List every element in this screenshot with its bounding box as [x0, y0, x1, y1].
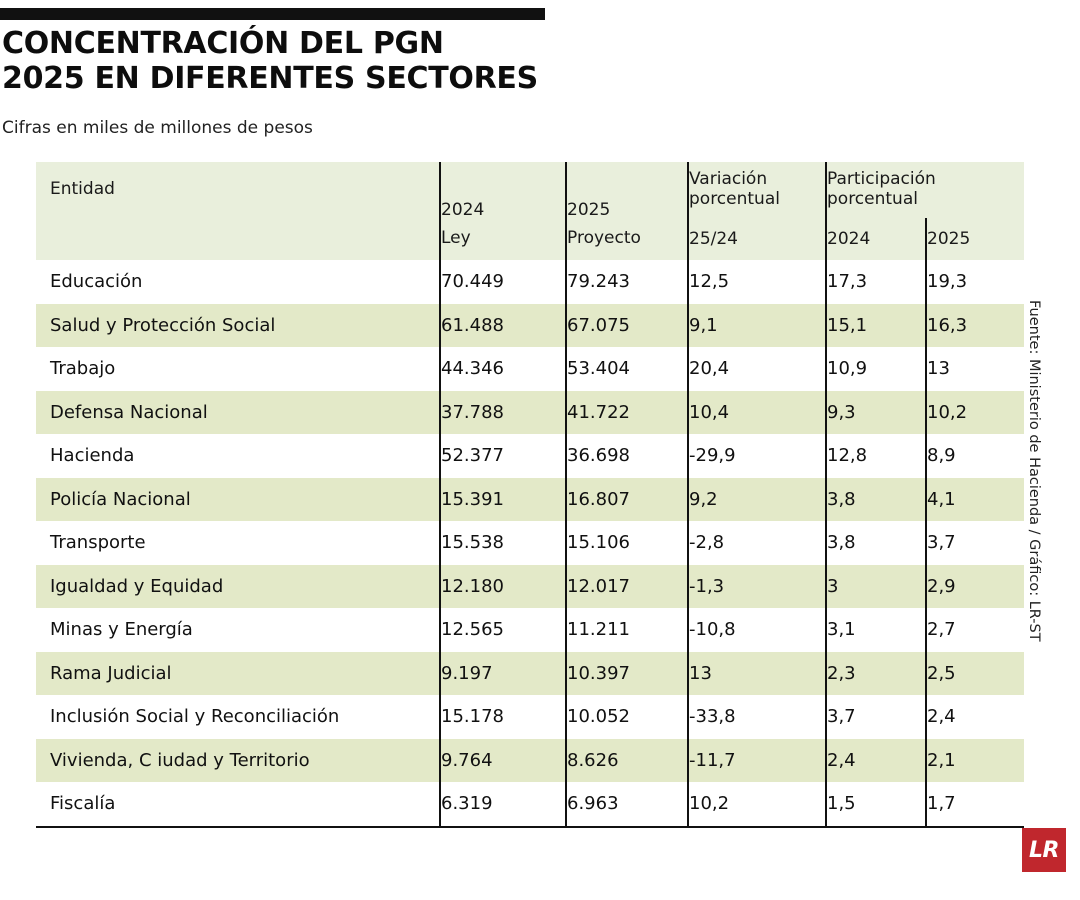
cell-entidad: Defensa Nacional [36, 391, 440, 435]
cell-variacion: 10,2 [688, 782, 826, 827]
table-row [36, 304, 1024, 348]
cell-2024: 12.565 [440, 608, 566, 652]
page-title [2, 26, 702, 97]
header-entidad-spacer [36, 218, 440, 260]
cell-part-2025: 4,1 [926, 478, 1024, 522]
cell-2024: 15.391 [440, 478, 566, 522]
header-2025-year: 2025 [567, 200, 611, 220]
cell-part-2024: 3,8 [826, 478, 926, 522]
header-2024-ley: Ley [441, 228, 471, 248]
cell-part-2025: 19,3 [926, 260, 1024, 304]
table-row [36, 739, 1024, 783]
table-row [36, 347, 1024, 391]
cell-part-2024: 3 [826, 565, 926, 609]
cell-2024: 6.319 [440, 782, 566, 827]
table-row [36, 434, 1024, 478]
cell-part-2025: 16,3 [926, 304, 1024, 348]
cell-variacion: 9,2 [688, 478, 826, 522]
cell-2025: 41.722 [566, 391, 688, 435]
cell-2024: 9.197 [440, 652, 566, 696]
cell-part-2024: 10,9 [826, 347, 926, 391]
header-2025-label [566, 200, 688, 260]
cell-part-2024: 17,3 [826, 260, 926, 304]
lr-logo: LR [1022, 828, 1066, 872]
table-header-bottom-row [36, 218, 1024, 260]
cell-2024: 52.377 [440, 434, 566, 478]
cell-part-2025: 2,9 [926, 565, 1024, 609]
cell-entidad: Trabajo [36, 347, 440, 391]
header-entidad: Entidad [50, 179, 115, 200]
table-row [36, 478, 1024, 522]
cell-part-2024: 2,4 [826, 739, 926, 783]
cell-variacion: 9,1 [688, 304, 826, 348]
cell-variacion: -1,3 [688, 565, 826, 609]
header-variacion-line-2: porcentual [689, 189, 780, 209]
cell-2024: 37.788 [440, 391, 566, 435]
table-row [36, 695, 1024, 739]
header-2024-year: 2024 [441, 200, 485, 220]
header-2024-label [440, 200, 566, 260]
header-variacion-line-1: Variación [689, 169, 768, 190]
table-row [36, 565, 1024, 609]
table-row [36, 782, 1024, 827]
cell-part-2025: 8,9 [926, 434, 1024, 478]
header-participacion-line-1: Participación [827, 169, 936, 190]
cell-2025: 10.397 [566, 652, 688, 696]
cell-part-2025: 2,4 [926, 695, 1024, 739]
cell-variacion: -11,7 [688, 739, 826, 783]
cell-entidad: Transporte [36, 521, 440, 565]
cell-part-2025: 13 [926, 347, 1024, 391]
header-participacion-2024: 2024 [826, 218, 926, 260]
cell-part-2025: 1,7 [926, 782, 1024, 827]
table-row [36, 391, 1024, 435]
cell-entidad: Minas y Energía [36, 608, 440, 652]
cell-entidad: Policía Nacional [36, 478, 440, 522]
cell-part-2024: 2,3 [826, 652, 926, 696]
cell-2025: 6.963 [566, 782, 688, 827]
table-row [36, 652, 1024, 696]
data-table-container [36, 162, 1024, 828]
cell-2024: 9.764 [440, 739, 566, 783]
cell-2025: 36.698 [566, 434, 688, 478]
cell-variacion: -33,8 [688, 695, 826, 739]
cell-part-2025: 3,7 [926, 521, 1024, 565]
cell-2024: 61.488 [440, 304, 566, 348]
cell-part-2024: 9,3 [826, 391, 926, 435]
cell-entidad: Educación [36, 260, 440, 304]
cell-variacion: 13 [688, 652, 826, 696]
cell-variacion: -29,9 [688, 434, 826, 478]
cell-variacion: -2,8 [688, 521, 826, 565]
header-variacion [688, 162, 826, 218]
cell-2024: 70.449 [440, 260, 566, 304]
cell-entidad: Vivienda, C iudad y Territorio [36, 739, 440, 783]
cell-part-2025: 10,2 [926, 391, 1024, 435]
cell-part-2025: 2,7 [926, 608, 1024, 652]
page-title-line-1: CONCENTRACIÓN DEL PGN [2, 26, 444, 61]
header-2025-proyecto: Proyecto [567, 228, 641, 248]
cell-2025: 11.211 [566, 608, 688, 652]
cell-part-2024: 15,1 [826, 304, 926, 348]
cell-2025: 16.807 [566, 478, 688, 522]
cell-2024: 44.346 [440, 347, 566, 391]
cell-2025: 10.052 [566, 695, 688, 739]
table-row [36, 608, 1024, 652]
cell-entidad: Hacienda [36, 434, 440, 478]
cell-part-2024: 1,5 [826, 782, 926, 827]
source-note: Fuente: Ministerio de Hacienda / Gráfico: LR-ST [1026, 300, 1042, 642]
cell-entidad: Salud y Protección Social [36, 304, 440, 348]
cell-2024: 15.178 [440, 695, 566, 739]
cell-variacion: 20,4 [688, 347, 826, 391]
cell-part-2025: 2,5 [926, 652, 1024, 696]
header-participacion-2025: 2025 [926, 218, 1024, 260]
cell-part-2024: 12,8 [826, 434, 926, 478]
table-row [36, 260, 1024, 304]
top-rule-decoration [0, 8, 545, 20]
cell-variacion: 12,5 [688, 260, 826, 304]
cell-2024: 15.538 [440, 521, 566, 565]
cell-variacion: -10,8 [688, 608, 826, 652]
cell-2024: 12.180 [440, 565, 566, 609]
page-title-line-2: 2025 EN DIFERENTES SECTORES [2, 61, 538, 97]
data-table [36, 162, 1024, 828]
cell-entidad: Fiscalía [36, 782, 440, 827]
header-variacion-periodo: 25/24 [688, 218, 826, 260]
cell-entidad: Inclusión Social y Reconciliación [36, 695, 440, 739]
cell-2025: 67.075 [566, 304, 688, 348]
cell-2025: 15.106 [566, 521, 688, 565]
header-participacion [826, 162, 1024, 218]
cell-variacion: 10,4 [688, 391, 826, 435]
cell-2025: 12.017 [566, 565, 688, 609]
page-subtitle: Cifras en miles de millones de pesos [2, 118, 313, 138]
header-participacion-line-2: porcentual [827, 189, 918, 209]
cell-part-2024: 3,1 [826, 608, 926, 652]
cell-part-2024: 3,7 [826, 695, 926, 739]
cell-part-2024: 3,8 [826, 521, 926, 565]
cell-2025: 79.243 [566, 260, 688, 304]
cell-entidad: Rama Judicial [36, 652, 440, 696]
cell-entidad: Igualdad y Equidad [36, 565, 440, 609]
cell-2025: 8.626 [566, 739, 688, 783]
cell-part-2025: 2,1 [926, 739, 1024, 783]
cell-2025: 53.404 [566, 347, 688, 391]
table-row [36, 521, 1024, 565]
